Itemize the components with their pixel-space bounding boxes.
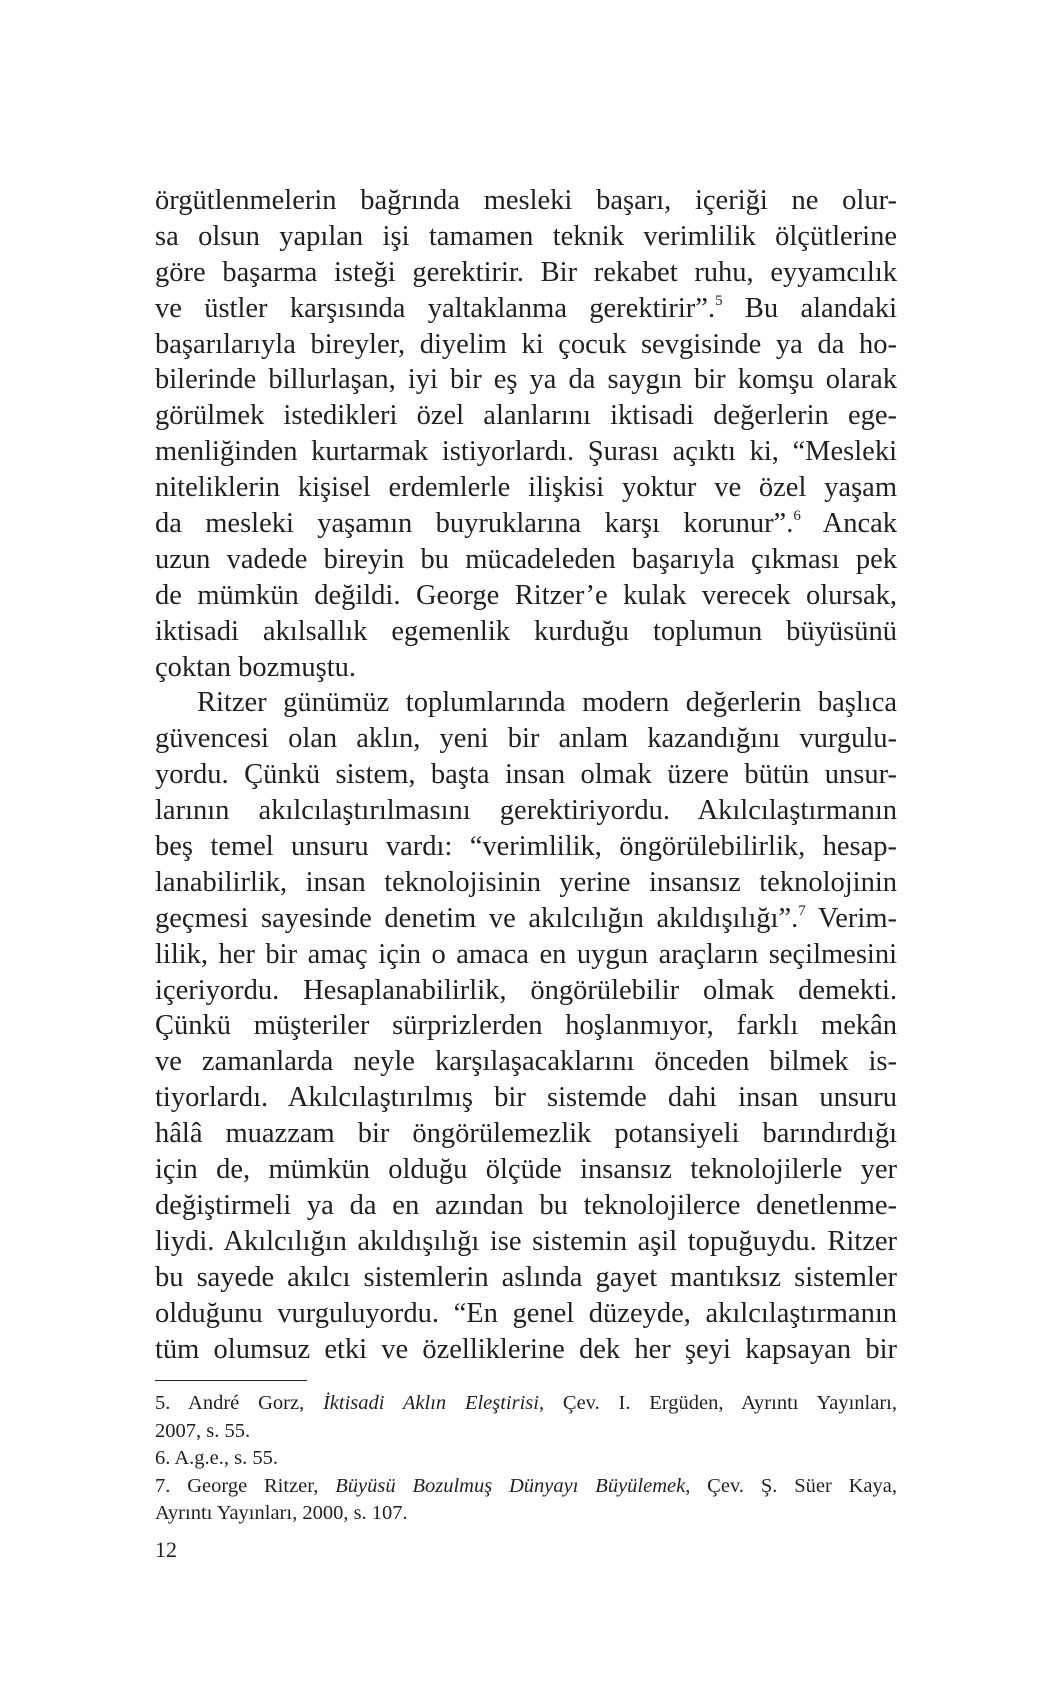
footnote-7-continued: Ayrıntı Yayınları, 2000, s. 107. <box>155 1502 408 1524</box>
text-line: göre başarma isteği gerektirir. Bir rekabet ruhu, eyyamcılık <box>155 256 897 288</box>
text-line: lanabilirlik, insan teknolojisinin yerine insansız teknolojinin <box>155 866 897 898</box>
text-segment: ve üstler karşısında yaltaklanma gerektirir”. <box>155 292 716 324</box>
text-line: tiyorlardı. Akılcılaştırılmış bir sistemde dahi insan unsuru <box>155 1082 897 1114</box>
text-line <box>155 291 897 327</box>
text-segment: Ancak <box>800 508 898 540</box>
text-line: için de, mümkün olduğu ölçüde insansız teknolojilerle yer <box>155 1154 897 1186</box>
text-segment: da mesleki yaşamın buyruklarına karşı korunur”. <box>155 508 794 540</box>
text-line: güvencesi olan aklın, yeni bir anlam kazandığını vurgulu- <box>155 723 897 755</box>
text-line: liydi. Akılcılığın akıldışılığı ise sistemin aşil topuğuydu. Ritzer <box>155 1225 897 1257</box>
text-line: bu sayede akılcı sistemlerin aslında gayet mantıksız sistemler <box>155 1261 897 1293</box>
text-line: hâlâ muazzam bir öngörülemezlik potansiyeli barındırdığı <box>155 1118 897 1150</box>
footnote-text: , Çev. Ş. Süer Kaya, <box>685 1474 897 1497</box>
text-line <box>155 506 897 542</box>
footnote-5-continued: 2007, s. 55. <box>155 1419 251 1442</box>
text-line: de mümkün değildi. George Ritzer’e kulak verecek olursak, <box>155 579 897 611</box>
text-line: Çünkü müşteriler sürprizlerden hoşlanmıyor, farklı mekân <box>155 1010 897 1042</box>
text-line: ve zamanlarda neyle karşılaşacaklarını önceden bilmek is- <box>155 1046 897 1078</box>
footnote-ref-7: 7 <box>798 902 806 919</box>
text-line: niteliklerin kişisel erdemlerle ilişkisi yoktur ve özel yaşam <box>155 472 897 504</box>
footnote-text: 7. George Ritzer, <box>155 1474 336 1497</box>
text-line: sa olsun yapılan işi tamamen teknik verimlilik ölçütlerine <box>155 220 897 252</box>
text-line: iktisadi akılsallık egemenlik kurduğu toplumun büyüsünü <box>155 615 897 647</box>
text-line <box>155 901 897 937</box>
page-number: 12 <box>155 1537 177 1562</box>
paragraph-start-line: Ritzer günümüz toplumlarında modern değerlerin başlıca <box>197 687 897 719</box>
text-line: larının akılcılaştırılmasını gerektiriyordu. Akılcılaştırmanın <box>155 795 897 827</box>
text-line: örgütlenmelerin bağrında mesleki başarı, içeriği ne olur- <box>155 185 897 216</box>
footnote-6: 6. A.g.e., s. 55. <box>155 1447 278 1469</box>
footnote-divider <box>155 1380 307 1381</box>
text-line: içeriyordu. Hesaplanabilirlik, öngörülebilir olmak demekti. <box>155 974 897 1006</box>
text-segment: geçmesi sayesinde denetim ve akılcılığın akıldışılığı”. <box>155 902 799 934</box>
footnote-5 <box>155 1390 897 1418</box>
text-line: beş temel unsuru vardı: “verimlilik, öngörülebilirlik, hesap- <box>155 831 897 863</box>
body-text <box>155 183 897 1367</box>
footnote-ref-5: 5 <box>715 292 723 309</box>
text-line: başarılarıyla bireyler, diyelim ki çocuk sevgisinde ya da ho- <box>155 328 897 360</box>
footnote-title: Büyüsü Bozulmuş Dünyayı Büyülemek <box>335 1474 686 1497</box>
text-line: değiştirmeli ya da en azından bu teknolojilerce denetlenme- <box>155 1189 897 1221</box>
footnote-title: İktisadi Aklın Eleştirisi <box>322 1392 539 1414</box>
text-line: olduğunu vurguluyordu. “En genel düzeyde, akılcılaştırmanın <box>155 1297 897 1329</box>
text-segment: Verim- <box>805 902 897 934</box>
text-line: tüm olumsuz etki ve özelliklerine dek her şeyi kapsayan bir <box>155 1333 897 1365</box>
text-line: menliğinden kurtarmak istiyorlardı. Şurası açıktı ki, “Mesleki <box>155 436 897 468</box>
footnotes <box>155 1390 897 1528</box>
text-line: görülmek istedikleri özel alanlarını iktisadi değerlerin ege- <box>155 400 897 432</box>
text-line: uzun vadede bireyin bu mücadeleden başarıyla çıkması pek <box>155 543 897 575</box>
footnote-7 <box>155 1473 897 1501</box>
footnote-text: , Çev. I. Ergüden, Ayrıntı Yayınları, <box>538 1392 897 1414</box>
footnote-ref-6: 6 <box>793 508 801 525</box>
text-line: lilik, her bir amaç için o amaca en uygun araçların seçilmesini <box>155 938 897 970</box>
text-line: bilerinde billurlaşan, iyi bir eş ya da saygın bir komşu olarak <box>155 364 897 396</box>
footnote-text: 5. André Gorz, <box>155 1392 323 1414</box>
text-line: yordu. Çünkü sistem, başta insan olmak üzere bütün unsur- <box>155 759 897 791</box>
text-segment: Bu alandaki <box>722 292 897 324</box>
text-line: çoktan bozmuştu. <box>155 651 357 683</box>
